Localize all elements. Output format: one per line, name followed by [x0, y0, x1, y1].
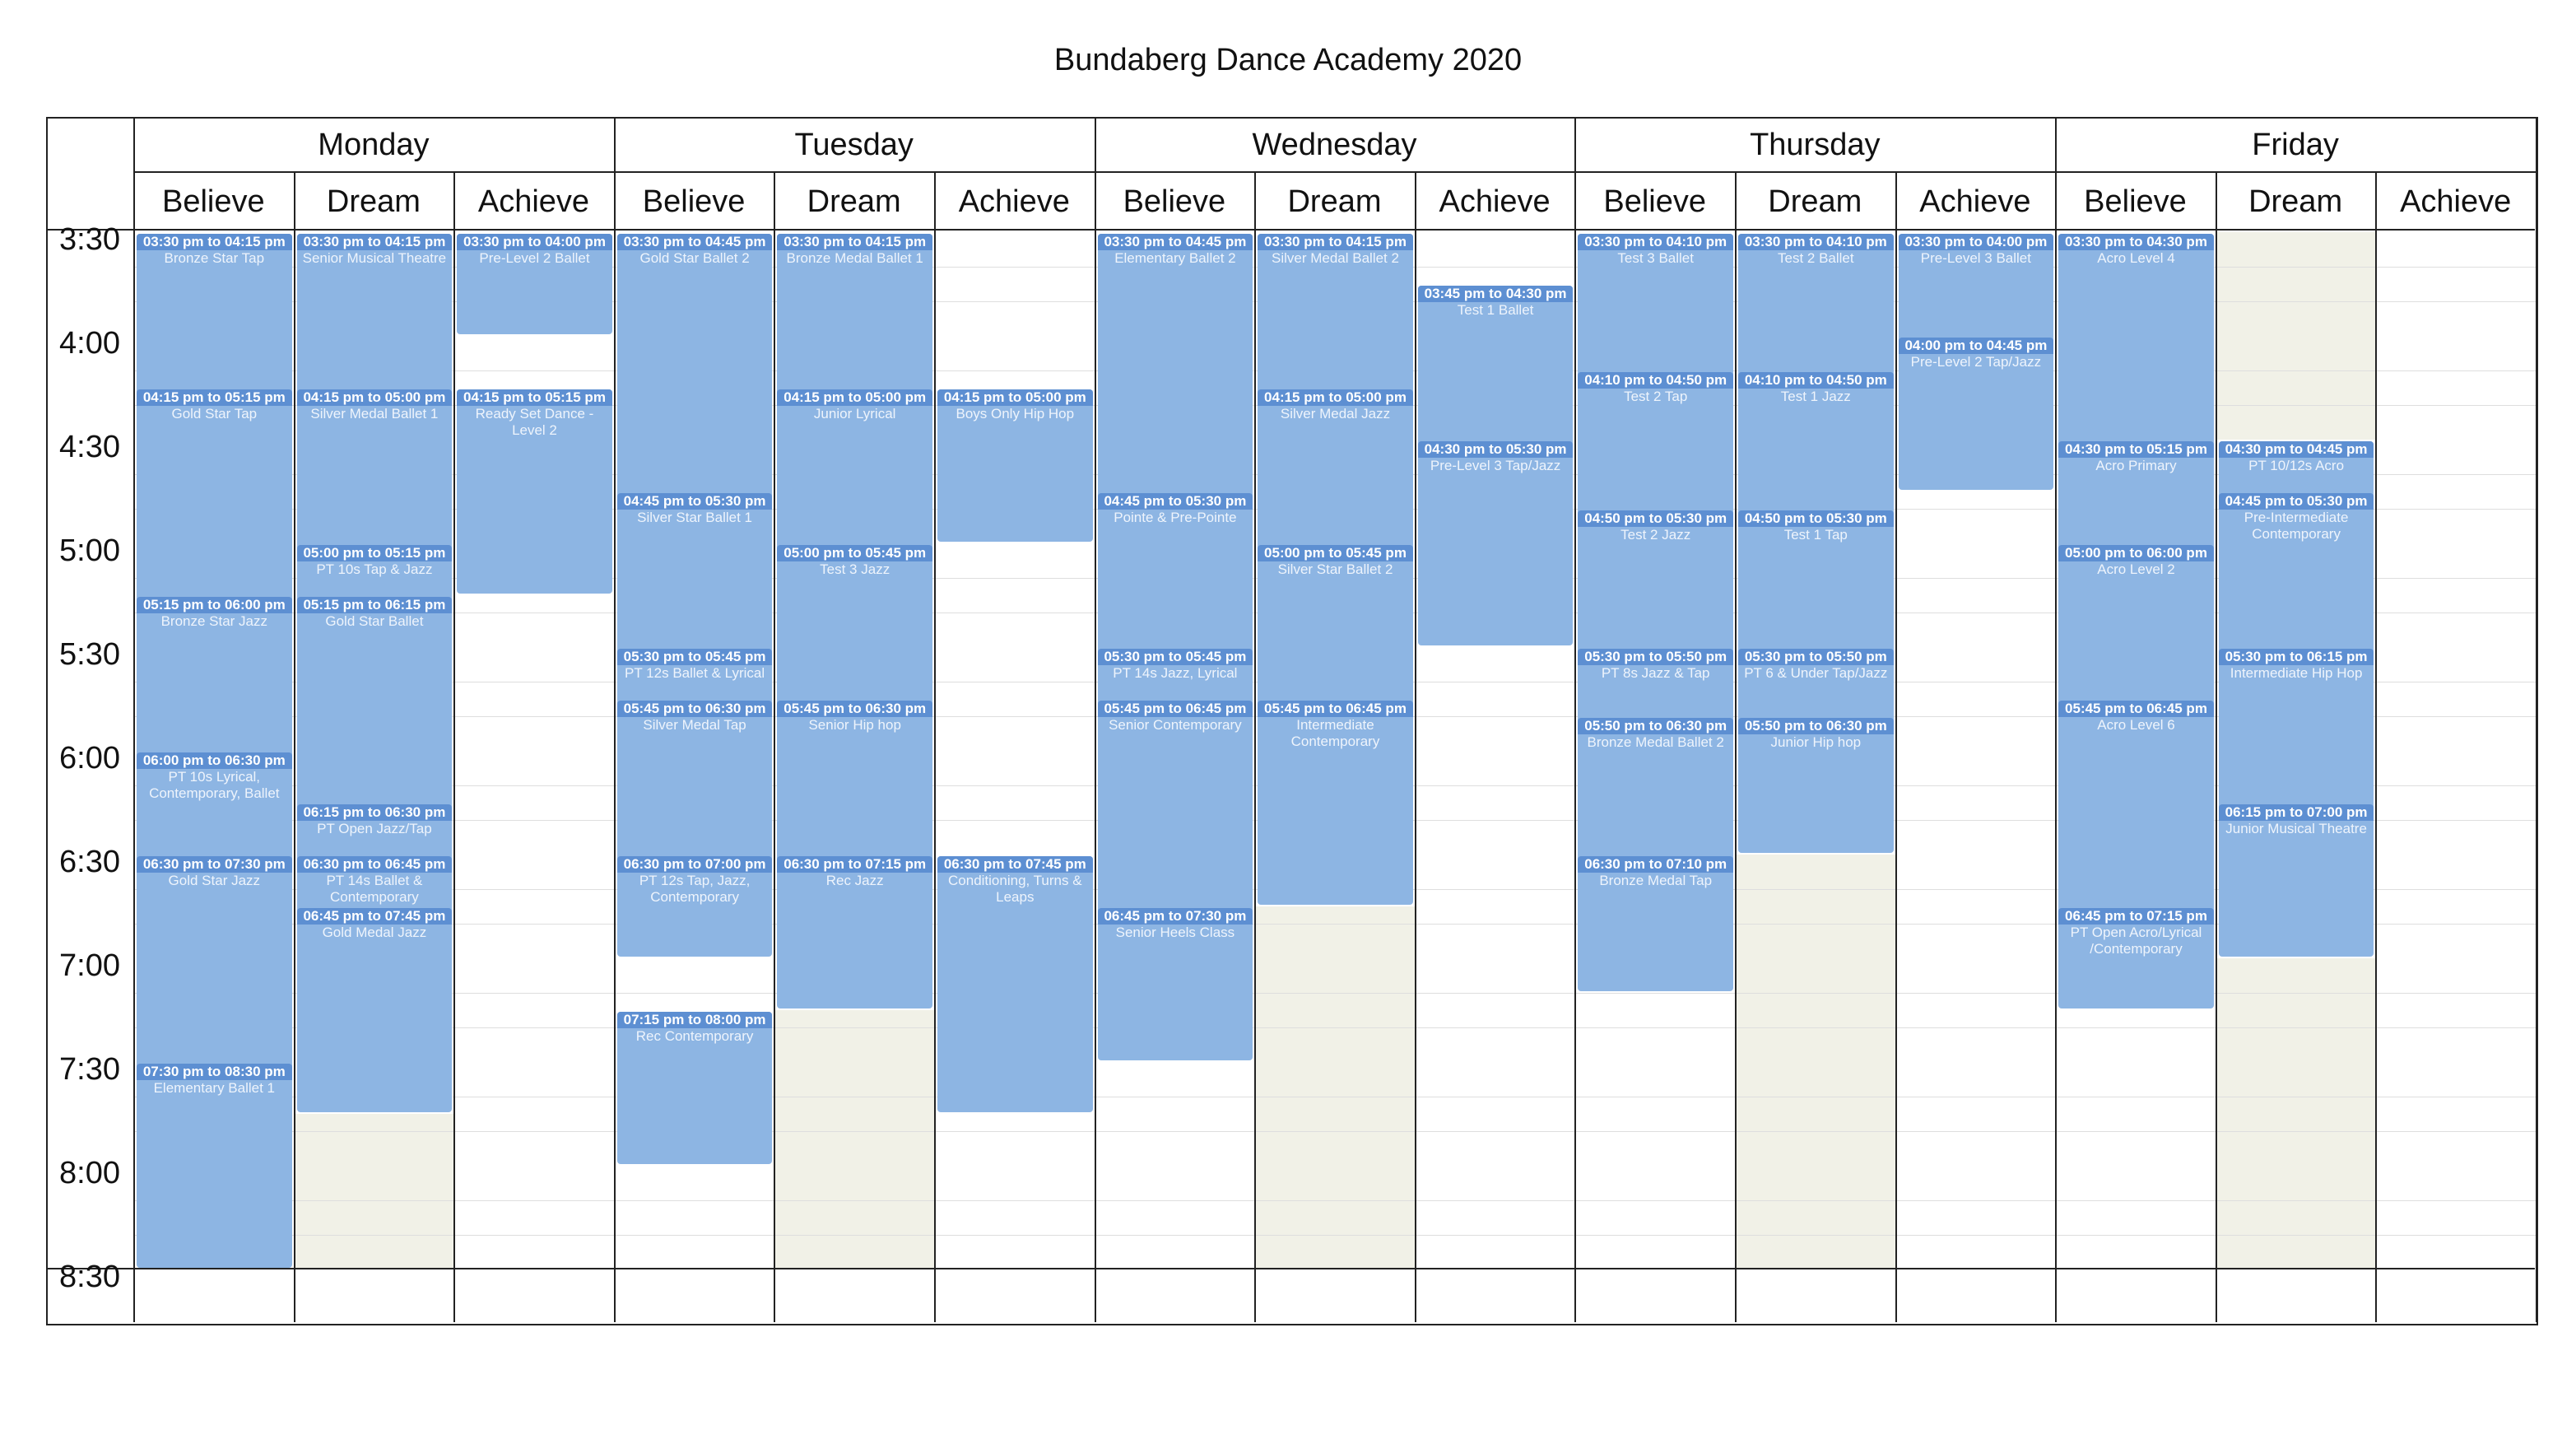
class-time: 04:10 pm to 04:50 pm — [1738, 372, 1894, 389]
class-time: 07:15 pm to 08:00 pm — [617, 1012, 773, 1028]
class-time: 03:30 pm to 04:10 pm — [1578, 234, 1733, 250]
class-time: 03:30 pm to 04:45 pm — [617, 234, 773, 250]
class-time: 06:00 pm to 06:30 pm — [137, 752, 292, 769]
day-header-friday: Friday — [2252, 128, 2339, 162]
class-time: 04:15 pm to 05:00 pm — [1258, 389, 1413, 406]
group-header-believe: Believe — [1123, 184, 1226, 219]
class-name: Test 2 Tap — [1624, 389, 1688, 404]
class-time: 06:15 pm to 07:00 pm — [2219, 804, 2374, 821]
class-name: PT 8s Jazz & Tap — [1601, 665, 1710, 681]
class-time: 04:15 pm to 05:00 pm — [937, 389, 1093, 406]
class-time: 06:30 pm to 07:15 pm — [777, 856, 932, 873]
grid-line-vertical — [453, 171, 455, 1322]
class-name: Test 2 Jazz — [1620, 527, 1691, 543]
class-name: Silver Medal Ballet 1 — [310, 406, 439, 422]
time-label: 4:30 — [59, 430, 120, 464]
class-name: Pre-Level 3 Ballet — [1920, 250, 2031, 266]
class-time: 06:15 pm to 06:30 pm — [297, 804, 453, 821]
class-time: 05:00 pm to 05:45 pm — [1258, 545, 1413, 561]
class-time: 05:30 pm to 06:15 pm — [2219, 649, 2374, 665]
class-name: Junior Hip hop — [1770, 734, 1862, 750]
time-label: 7:00 — [59, 948, 120, 983]
page-title: Bundaberg Dance Academy 2020 — [1053, 43, 1523, 77]
class-name: PT Open Acro/Lyrical /Contemporary — [2070, 925, 2202, 957]
class-time: 05:00 pm to 05:15 pm — [297, 545, 453, 561]
grid-line-vertical — [1895, 171, 1897, 1322]
class-name: Pre-Level 2 Ballet — [479, 250, 590, 266]
class-name: PT 10s Lyrical, Contemporary, Ballet — [149, 769, 280, 801]
time-label: 8:00 — [59, 1156, 120, 1190]
class-name: Acro Level 2 — [2097, 561, 2175, 577]
class-time: 05:15 pm to 06:15 pm — [297, 597, 453, 613]
class-time: 06:45 pm to 07:15 pm — [2058, 908, 2214, 925]
class-name: Intermediate Contemporary — [1290, 717, 1380, 749]
class-name: Junior Lyrical — [813, 406, 896, 422]
grid-line-vertical — [2055, 117, 2057, 1322]
class-name: Pre-Intermediate Contemporary — [2244, 510, 2349, 542]
class-name: Acro Level 4 — [2097, 250, 2175, 266]
grid-line-vertical — [1415, 171, 1416, 1322]
class-name: Test 3 Ballet — [1617, 250, 1694, 266]
day-header-wednesday: Wednesday — [1252, 128, 1417, 162]
class-time: 06:30 pm to 07:00 pm — [617, 856, 773, 873]
group-header-believe: Believe — [161, 184, 265, 219]
class-name: Test 1 Tap — [1783, 527, 1848, 543]
class-name: Ready Set Dance - Level 2 — [475, 406, 594, 438]
group-header-dream: Dream — [1768, 184, 1862, 219]
class-name: Senior Heels Class — [1115, 925, 1235, 940]
grid-line-vertical — [774, 171, 775, 1322]
class-name: Junior Musical Theatre — [2225, 821, 2367, 836]
class-name: Silver Medal Tap — [643, 717, 746, 733]
class-name: Boys Only Hip Hop — [956, 406, 1075, 422]
class-name: Bronze Medal Ballet 1 — [786, 250, 923, 266]
class-name: Silver Medal Ballet 2 — [1272, 250, 1399, 266]
day-header-tuesday: Tuesday — [794, 128, 914, 162]
class-time: 03:30 pm to 04:10 pm — [1738, 234, 1894, 250]
class-name: Rec Contemporary — [635, 1028, 754, 1044]
grid-line-horizontal — [46, 1268, 2535, 1269]
grid-line-vertical — [1574, 117, 1576, 1322]
time-label: 6:00 — [59, 741, 120, 776]
class-name: Gold Star Ballet 2 — [639, 250, 750, 266]
class-name: Test 3 Jazz — [820, 561, 890, 577]
class-time: 05:45 pm to 06:45 pm — [2058, 701, 2214, 717]
class-name: Silver Medal Jazz — [1280, 406, 1391, 422]
class-time: 03:30 pm to 04:30 pm — [2058, 234, 2214, 250]
group-header-achieve: Achieve — [958, 184, 1070, 219]
group-header-achieve: Achieve — [477, 184, 590, 219]
group-header-dream: Dream — [1287, 184, 1382, 219]
class-name: PT 10/12s Acro — [2248, 458, 2345, 473]
time-label: 5:00 — [59, 533, 120, 568]
time-label: 7:30 — [59, 1052, 120, 1087]
grid-line-vertical — [1254, 171, 1256, 1322]
time-label: 4:00 — [59, 326, 120, 361]
class-name: Acro Primary — [2095, 458, 2177, 473]
class-time: 04:15 pm to 05:15 pm — [457, 389, 612, 406]
class-name: PT 14s Jazz, Lyrical — [1113, 665, 1238, 681]
grid-line-vertical — [934, 171, 936, 1322]
class-name: Elementary Ballet 1 — [153, 1080, 275, 1096]
class-time: 05:00 pm to 05:45 pm — [777, 545, 932, 561]
group-header-believe: Believe — [1603, 184, 1706, 219]
group-header-believe: Believe — [642, 184, 746, 219]
class-name: Senior Contemporary — [1109, 717, 1242, 733]
day-header-monday: Monday — [318, 128, 430, 162]
time-label: 3:30 — [59, 222, 120, 257]
class-time: 06:45 pm to 07:45 pm — [297, 908, 453, 925]
class-time: 03:30 pm to 04:15 pm — [777, 234, 932, 250]
class-name: Pre-Level 2 Tap/Jazz — [1910, 354, 2042, 370]
class-name: Bronze Medal Ballet 2 — [1587, 734, 1724, 750]
class-time: 06:30 pm to 07:45 pm — [937, 856, 1093, 873]
class-time: 03:30 pm to 04:15 pm — [297, 234, 453, 250]
class-time: 05:30 pm to 05:45 pm — [617, 649, 773, 665]
class-time: 05:00 pm to 06:00 pm — [2058, 545, 2214, 561]
class-time: 03:30 pm to 04:15 pm — [1258, 234, 1413, 250]
class-time: 05:30 pm to 05:45 pm — [1098, 649, 1253, 665]
class-name: Bronze Star Tap — [164, 250, 265, 266]
class-time: 03:45 pm to 04:30 pm — [1418, 286, 1574, 302]
class-time: 04:15 pm to 05:15 pm — [137, 389, 292, 406]
class-name: Gold Star Ballet — [325, 613, 424, 629]
class-time: 03:30 pm to 04:00 pm — [1899, 234, 2054, 250]
class-name: Gold Star Jazz — [168, 873, 261, 888]
grid-line-vertical — [1095, 117, 1096, 1322]
class-name: Bronze Star Jazz — [160, 613, 268, 629]
class-name: Senior Hip hop — [808, 717, 901, 733]
grid-line-vertical — [2536, 117, 2537, 1322]
grid-line-vertical — [2216, 171, 2217, 1322]
group-header-achieve: Achieve — [1919, 184, 2031, 219]
class-time: 05:45 pm to 06:30 pm — [617, 701, 773, 717]
class-name: Gold Star Tap — [171, 406, 258, 422]
class-time: 04:45 pm to 05:30 pm — [617, 493, 773, 510]
class-time: 05:50 pm to 06:30 pm — [1738, 718, 1894, 734]
class-name: PT 6 & Under Tap/Jazz — [1744, 665, 1888, 681]
class-time: 04:45 pm to 05:30 pm — [1098, 493, 1253, 510]
group-header-dream: Dream — [2248, 184, 2343, 219]
class-name: Acro Level 6 — [2097, 717, 2175, 733]
class-name: Senior Musical Theatre — [302, 250, 447, 266]
class-name: Silver Star Ballet 1 — [637, 510, 753, 525]
grid-line-horizontal — [133, 171, 2536, 173]
class-time: 04:30 pm to 05:15 pm — [2058, 441, 2214, 458]
class-name: Silver Star Ballet 2 — [1277, 561, 1393, 577]
group-header-dream: Dream — [807, 184, 901, 219]
grid-line-vertical — [294, 171, 295, 1322]
class-time: 03:30 pm to 04:15 pm — [137, 234, 292, 250]
grid-line-vertical — [614, 117, 616, 1322]
class-name: Rec Jazz — [825, 873, 884, 888]
class-time: 04:50 pm to 05:30 pm — [1578, 510, 1733, 527]
day-header-thursday: Thursday — [1750, 128, 1881, 162]
class-time: 04:15 pm to 05:00 pm — [777, 389, 932, 406]
class-name: PT Open Jazz/Tap — [317, 821, 432, 836]
class-time: 05:45 pm to 06:45 pm — [1258, 701, 1413, 717]
class-time: 05:45 pm to 06:45 pm — [1098, 701, 1253, 717]
class-name: Conditioning, Turns & Leaps — [948, 873, 1082, 905]
class-time: 04:10 pm to 04:50 pm — [1578, 372, 1733, 389]
class-time: 03:30 pm to 04:45 pm — [1098, 234, 1253, 250]
class-time: 04:00 pm to 04:45 pm — [1899, 338, 2054, 354]
class-time: 03:30 pm to 04:00 pm — [457, 234, 612, 250]
time-label: 6:30 — [59, 845, 120, 879]
class-time: 04:50 pm to 05:30 pm — [1738, 510, 1894, 527]
group-header-believe: Believe — [2084, 184, 2187, 219]
class-name: Bronze Medal Tap — [1599, 873, 1713, 888]
class-name: Pointe & Pre-Pointe — [1114, 510, 1237, 525]
class-time: 06:30 pm to 06:45 pm — [297, 856, 453, 873]
class-name: PT 14s Ballet & Contemporary — [326, 873, 423, 905]
time-label: 5:30 — [59, 637, 120, 672]
class-time: 04:15 pm to 05:00 pm — [297, 389, 453, 406]
class-time: 07:30 pm to 08:30 pm — [137, 1064, 292, 1080]
class-time: 04:45 pm to 05:30 pm — [2219, 493, 2374, 510]
timetable-grid — [46, 117, 2538, 1325]
class-time: 05:45 pm to 06:30 pm — [777, 701, 932, 717]
class-time: 04:30 pm to 05:30 pm — [1418, 441, 1574, 458]
grid-line-vertical — [2375, 171, 2377, 1322]
class-name: PT 10s Tap & Jazz — [316, 561, 433, 577]
class-name: Pre-Level 3 Tap/Jazz — [1430, 458, 1561, 473]
class-time: 05:30 pm to 05:50 pm — [1738, 649, 1894, 665]
class-time: 04:30 pm to 04:45 pm — [2219, 441, 2374, 458]
class-name: Test 1 Ballet — [1457, 302, 1534, 318]
timetable-frame — [46, 117, 2538, 1325]
class-name: PT 12s Ballet & Lyrical — [625, 665, 765, 681]
class-name: Intermediate Hip Hop — [2230, 665, 2363, 681]
class-time: 05:30 pm to 05:50 pm — [1578, 649, 1733, 665]
class-name: Test 1 Jazz — [1780, 389, 1851, 404]
grid-line-vertical — [1735, 171, 1737, 1322]
class-time: 06:30 pm to 07:10 pm — [1578, 856, 1733, 873]
group-header-achieve: Achieve — [2400, 184, 2512, 219]
class-time: 05:50 pm to 06:30 pm — [1578, 718, 1733, 734]
group-header-dream: Dream — [326, 184, 421, 219]
class-name: Elementary Ballet 2 — [1114, 250, 1236, 266]
class-name: Gold Medal Jazz — [322, 925, 427, 940]
group-header-achieve: Achieve — [1439, 184, 1551, 219]
class-time: 05:15 pm to 06:00 pm — [137, 597, 292, 613]
grid-line-horizontal — [46, 229, 2535, 231]
class-time: 06:30 pm to 07:30 pm — [137, 856, 292, 873]
class-name: PT 12s Tap, Jazz, Contemporary — [639, 873, 751, 905]
class-name: Test 2 Ballet — [1777, 250, 1854, 266]
time-label: 8:30 — [59, 1260, 120, 1294]
grid-line-vertical — [133, 117, 135, 1322]
class-time: 06:45 pm to 07:30 pm — [1098, 908, 1253, 925]
